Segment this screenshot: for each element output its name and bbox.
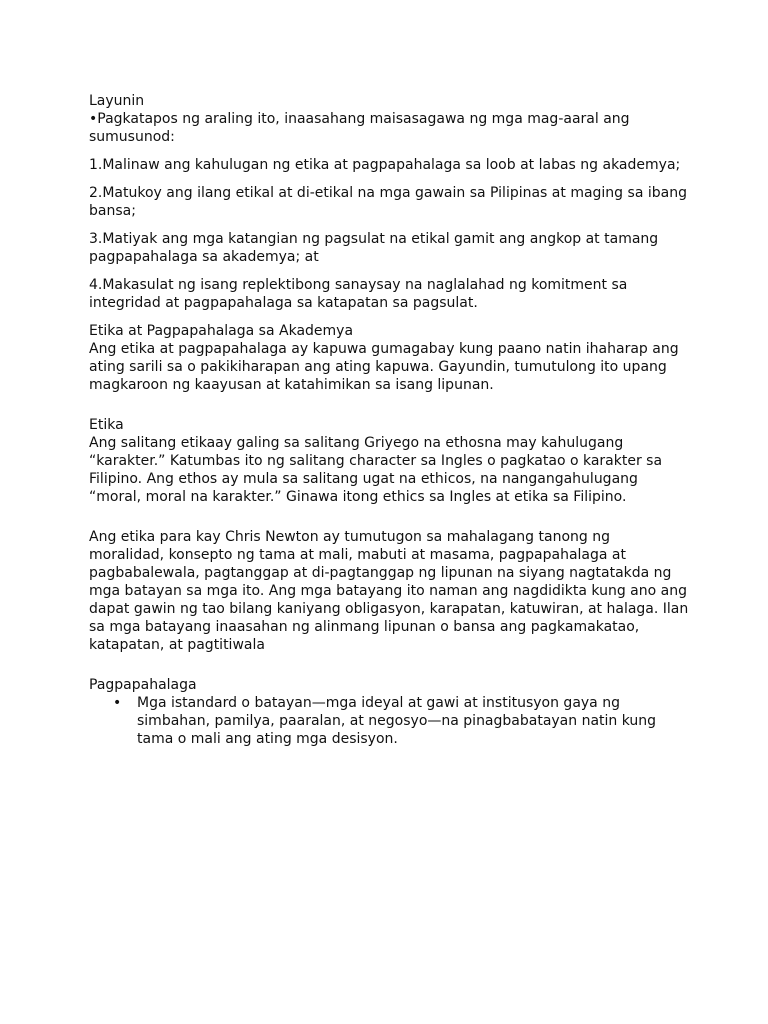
paragraph-etika-2: Ang etika para kay Chris Newton ay tumutugon sa mahalagang tanong ng moralidad, konsepto ng tama at mali, mabuti at masama, pagpapahalaga at pagbabalewala, pagtanggap at di-pagtanggap ng lipunan na siyang nagtatakda ng mga batayan sa mga ito. Ang mga batayang ito naman ang nagdidikta kung ano ang dapat gawin ng tao bilang kaniyang obligasyon, karapatan, katuwiran, at halaga. Ilan sa mga batayang inaasahan ng alinmang lipunan o bansa ang pagkamakatao, katapatan, at pagtitiwala bbox=[89, 529, 689, 653]
pagpapahalaga-bullet-list bbox=[89, 694, 689, 748]
intro-paragraph: •Pagkatapos ng araling ito, inaasahang maisasagawa ng mga mag-aaral ang sumusunod: bbox=[89, 111, 630, 145]
heading-pagpapahalaga: Pagpapahalaga bbox=[89, 677, 197, 693]
paragraph-etika-1: Ang salitang etikaay galing sa salitang Griyego na ethosna may kahulugang “karakter.” Katumbas ito ng salitang character sa Ingles o pagkatao o karakter sa Filipino. Ang ethos ay mula sa salitang ugat na ethicos, na nangangahulugang “moral, moral na karakter.” Ginawa itong ethics sa Ingles at etika sa Filipino. bbox=[89, 435, 663, 505]
heading-layunin: Layunin bbox=[89, 93, 145, 109]
objective-3: 3.Matiyak ang mga katangian ng pagsulat na etikal gamit ang angkop at tamang pagpapahalaga sa akademya; at bbox=[89, 231, 659, 265]
bullet-icon: • bbox=[113, 695, 122, 711]
objective-2: 2.Matukoy ang ilang etikal at di-etikal na mga gawain sa Pilipinas at maging sa ibang bansa; bbox=[89, 185, 687, 219]
heading-etika-pagpapahalaga: Etika at Pagpapahalaga sa Akademya bbox=[89, 323, 354, 339]
document-page bbox=[89, 92, 689, 748]
objective-1: 1.Malinaw ang kahulugan ng etika at pagpapahalaga sa loob at labas ng akademya; bbox=[89, 157, 681, 173]
list-item bbox=[89, 694, 689, 748]
paragraph-etika-pagpapahalaga: Ang etika at pagpapahalaga ay kapuwa gumagabay kung paano natin ihaharap ang ating sarili sa o pakikiharapan ang ating kapuwa. Gayundin, tumutulong ito upang magkaroon ng kaayusan at katahimikan sa isang lipunan. bbox=[89, 341, 679, 393]
objective-4: 4.Makasulat ng isang replektibong sanaysay na naglalahad ng komitment sa integridad at pagpapahalaga sa katapatan sa pagsulat. bbox=[89, 277, 628, 311]
heading-etika: Etika bbox=[89, 417, 124, 433]
bullet-text: Mga istandard o batayan—mga ideyal at gawi at institusyon gaya ng simbahan, pamilya, paaralan, at negosyo—na pinagbabatayan natin kung tama o mali ang ating mga desisyon. bbox=[137, 695, 657, 747]
